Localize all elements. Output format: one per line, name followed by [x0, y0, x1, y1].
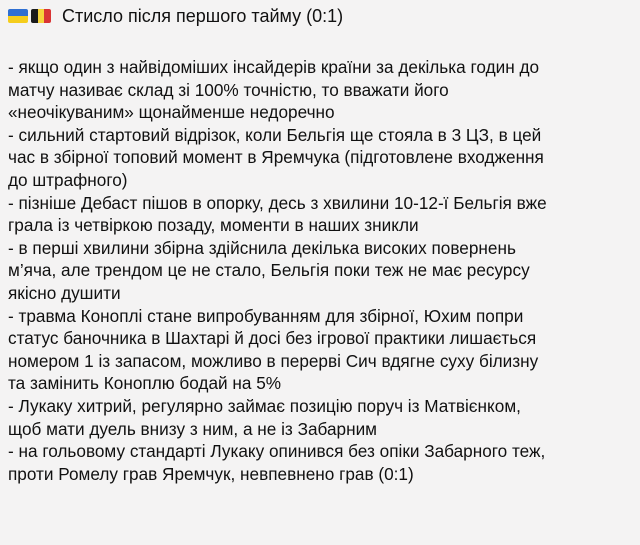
summary-line: проти Ромелу грав Яремчук, невпевнено грав (0:1) — [8, 463, 414, 484]
summary-item — [8, 124, 640, 192]
summary-item — [8, 395, 640, 440]
summary-item — [8, 56, 640, 124]
post-title: Стисло після першого тайму (0:1) — [62, 6, 344, 26]
summary-item — [8, 237, 640, 305]
summary-line: до штрафного) — [8, 169, 128, 190]
post-header — [8, 2, 640, 30]
summary-line: - в перші хвилини збірна здійснила декілька високих повернень — [8, 237, 516, 258]
summary-line: час в збірної топовий момент в Яремчука (підготовлене входження — [8, 147, 544, 168]
summary-item — [8, 192, 640, 237]
summary-line: м’яча, але трендом це не стало, Бельгія поки теж не має ресурсу — [8, 260, 530, 281]
summary-list — [8, 56, 640, 485]
summary-line: якісно душити — [8, 282, 121, 303]
belgium-flag-icon — [31, 9, 51, 23]
summary-line: та замінить Коноплю бодай на 5% — [8, 373, 282, 394]
summary-line: щоб мати дуель внизу з ним, а не із Забарним — [8, 418, 377, 439]
summary-item — [8, 305, 640, 395]
summary-line: грала із четвіркою позаду, моменти в наших зникли — [8, 215, 419, 236]
summary-line: матчу називає склад зі 100% точністю, то вважати його — [8, 79, 449, 100]
summary-line: - пізніше Дебаст пішов в опорку, десь з хвилини 10-12-ї Бельгія вже — [8, 192, 547, 213]
summary-line: статус баночника в Шахтарі й досі без ігрової практики лишається — [8, 328, 537, 349]
summary-line: «неочікуваним» щонайменше недоречно — [8, 102, 335, 123]
summary-item — [8, 440, 640, 485]
summary-line: - травма Коноплі стане випробуванням для збірної, Юхим попри — [8, 305, 524, 326]
ukraine-flag-icon — [8, 9, 28, 23]
summary-line: номером 1 із запасом, можливо в перерві Сич вдягне суху білизну — [8, 350, 539, 371]
summary-line: - Лукаку хитрий, регулярно займає позицію поруч із Матвієнком, — [8, 395, 521, 416]
summary-line: - сильний стартовий відрізок, коли Бельгія ще стояла в 3 ЦЗ, в цей — [8, 124, 542, 145]
summary-line: - на гольовому стандарті Лукаку опинився без опіки Забарного теж, — [8, 441, 546, 462]
blank-line — [8, 30, 640, 56]
summary-line: - якщо один з найвідоміших інсайдерів країни за декілька годин до — [8, 57, 540, 77]
